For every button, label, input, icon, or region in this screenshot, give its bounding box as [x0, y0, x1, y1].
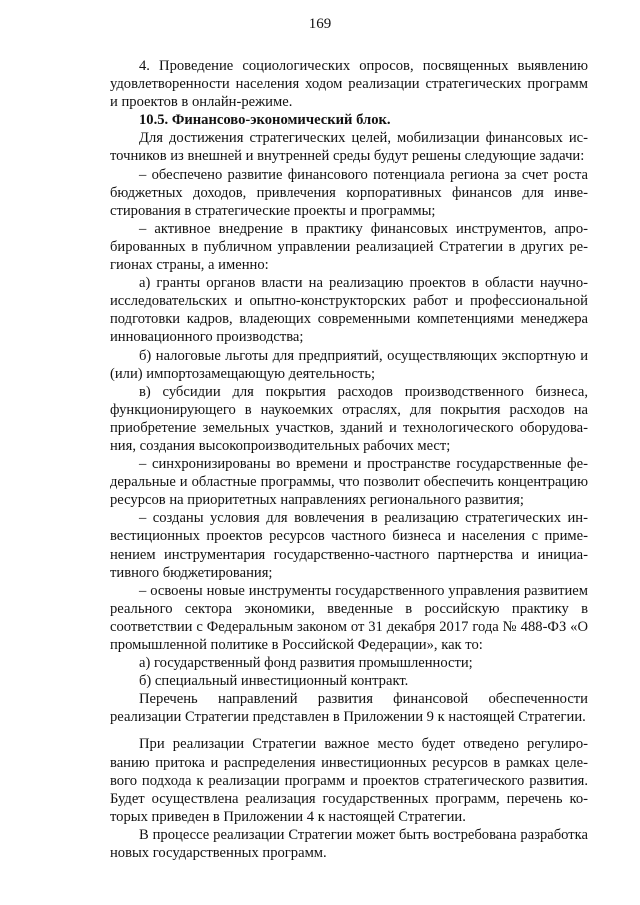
paragraph: – созданы условия для вовлечения в реализацию стратегических инвестиционных проектов ресурсов частного бизнеса и населения с применением инструментария государственно-частного партнерства и инициативного бюджетирования;: [110, 510, 588, 581]
page-number: 169: [308, 16, 332, 32]
paragraph: – синхронизированы во времени и пространстве государственные федеральные и областные программы, что позволит обеспечить концентрацию ресурсов на приоритетных направлениях регионального развития;: [110, 456, 588, 509]
document-body: [110, 57, 588, 862]
paragraph: Для достижения стратегических целей, мобилизации финансовых источников из внешней и внутренней среды будут решены следующие задачи:: [110, 130, 588, 165]
paragraph: – активное внедрение в практику финансовых инструментов, апробированных в публичном управлении реализацией Стратегии в других регионах страны, а именно:: [110, 220, 588, 274]
paragraph: При реализации Стратегии важное место будет отведено регулированию притока и распределения инвестиционных ресурсов в рамках целевого подхода к реализации программ и проектов стратегического развития. Будет осуществлена реализация государственных программ, перечень которых приведен в Приложении 4 к настоящей Стратегии.: [110, 736, 588, 825]
list-item: а) государственный фонд развития промышленности;: [139, 655, 473, 672]
paragraph: – обеспечено развитие финансового потенциала региона за счет роста бюджетных доходов, привлечения корпоративных финансов для инвестирования в стратегические проекты и программы;: [110, 166, 588, 219]
intro-item: 4. Проведение социологических опросов, посвященных выявлению удовлетворенности населения ходом реализации стратегических программ и проектов в онлайн-режиме.: [110, 58, 588, 111]
paragraph: Перечень направлений развития финансовой обеспеченности реализации Стратегии представлен в Приложении 9 к настоящей Стратегии.: [110, 691, 588, 726]
list-item: б) специальный инвестиционный контракт.: [139, 673, 409, 690]
list-item: в) субсидии для покрытия расходов производственного бизнеса, функционирующего в наукоемких отраслях, для покрытия расходов на приобретение земельных участков, зданий и технологического оборудования, создания высокопроизводительных рабочих мест;: [110, 383, 588, 454]
paragraph: В процессе реализации Стратегии может быть востребована разработка новых государственных программ.: [110, 826, 588, 862]
list-item: а) гранты органов власти на реализацию проектов в области научно-исследовательских и опытно-конструкторских работ и профессиональной подготовки кадров, владеющих современными компетенциями менеджера инновационного производства;: [110, 275, 588, 346]
section-heading: 10.5. Финансово-экономический блок.: [139, 112, 391, 129]
paragraph: – освоены новые инструменты государственного управления развитием реального сектора экономики, введенные в российскую практику в соответствии с Федеральным законом от 31 декабря 2017 года № 488-ФЗ «О промышленной политике в Российской Федерации», как то:: [110, 582, 588, 653]
list-item: б) налоговые льготы для предприятий, осуществляющих экспортную и (или) импортозамещающую деятельность;: [110, 347, 588, 382]
